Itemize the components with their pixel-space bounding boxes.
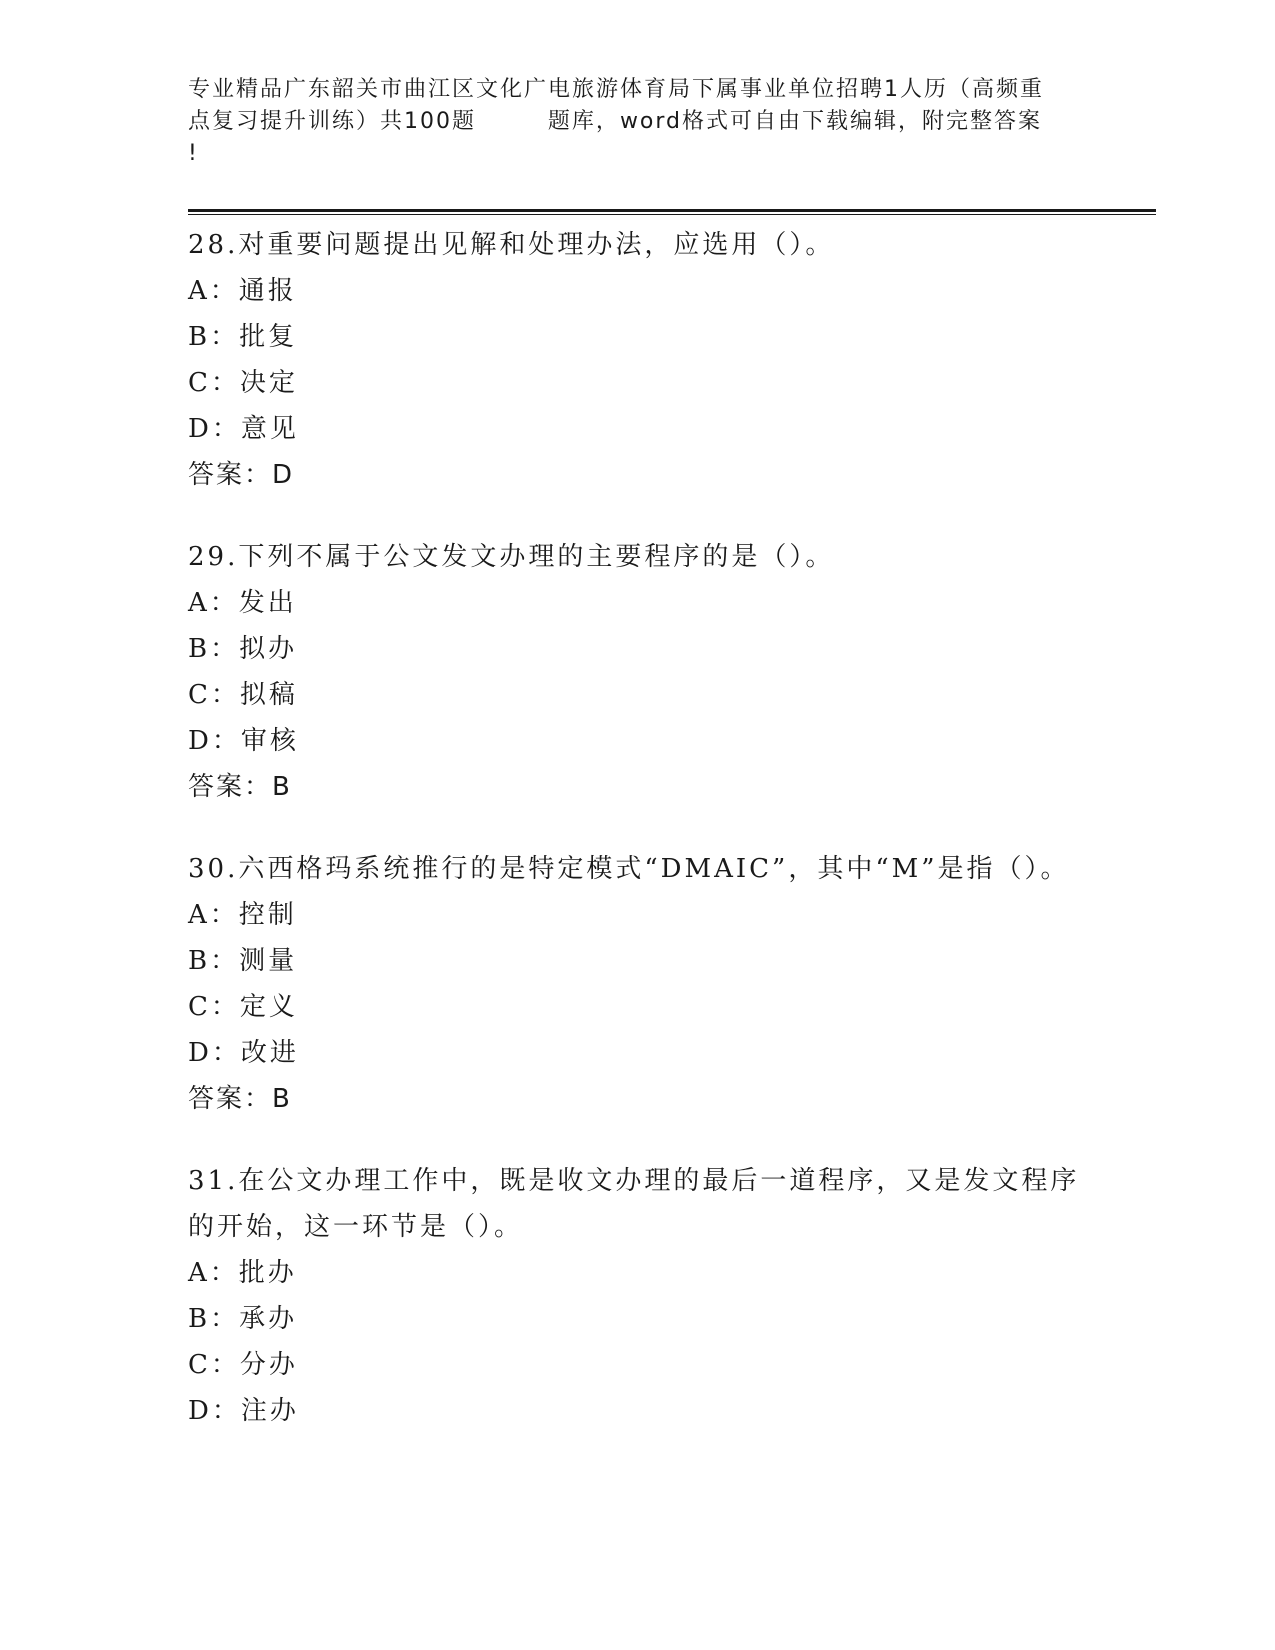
header-title-line: 点复习提升训练）共100题 题库，word格式可自由下载编辑，附完整答案 (188, 109, 1043, 134)
question-stem-line: 31.在公文办理工作中，既是收文办理的最后一道程序，又是发文程序 (188, 1166, 1080, 1196)
answer-label: 答案：B (188, 1084, 292, 1114)
question-stem (188, 1158, 1088, 1250)
answer-label: 答案：B (188, 772, 292, 802)
question-stem (188, 534, 1088, 580)
option-b: B：批复 (188, 322, 298, 352)
question-30 (188, 846, 1088, 1122)
question-stem-line: 29.下列不属于公文发文办理的主要程序的是（）。 (188, 542, 835, 572)
option-d: D：改进 (188, 1038, 299, 1068)
question-stem-line: 的开始，这一环节是（）。 (188, 1212, 524, 1242)
question-stem (188, 222, 1088, 268)
question-stem (188, 846, 1088, 892)
option-b: B：拟办 (188, 634, 298, 664)
answer-label: 答案：D (188, 460, 295, 490)
option-d: D：审核 (188, 726, 299, 756)
option-c: C：拟稿 (188, 680, 298, 710)
option-b: B：测量 (188, 946, 298, 976)
question-list (188, 222, 1088, 1470)
option-c: C：定义 (188, 992, 298, 1022)
question-29 (188, 534, 1088, 810)
header-divider-thin (188, 214, 1156, 215)
option-a: A：通报 (188, 276, 297, 306)
option-a: A：发出 (188, 588, 297, 618)
option-c: C：决定 (188, 368, 298, 398)
header-divider-thick (188, 209, 1156, 212)
question-stem-line: 28.对重要问题提出见解和处理办法，应选用（）。 (188, 230, 835, 260)
option-a: A：批办 (188, 1258, 297, 1288)
header-title-line: ! (188, 141, 199, 166)
question-stem-line: 30.六西格玛系统推行的是特定模式“DMAIC”，其中“M”是指（）。 (188, 854, 1070, 884)
header-title-line: 专业精品广东韶关市曲江区文化广电旅游体育局下属事业单位招聘1人历（高频重 (188, 77, 1044, 102)
question-28 (188, 222, 1088, 498)
option-d: D：注办 (188, 1396, 299, 1426)
option-c: C：分办 (188, 1350, 298, 1380)
question-31 (188, 1158, 1088, 1434)
option-b: B：承办 (188, 1304, 298, 1334)
option-a: A：控制 (188, 900, 297, 930)
option-d: D：意见 (188, 414, 299, 444)
document-header (188, 74, 1088, 170)
